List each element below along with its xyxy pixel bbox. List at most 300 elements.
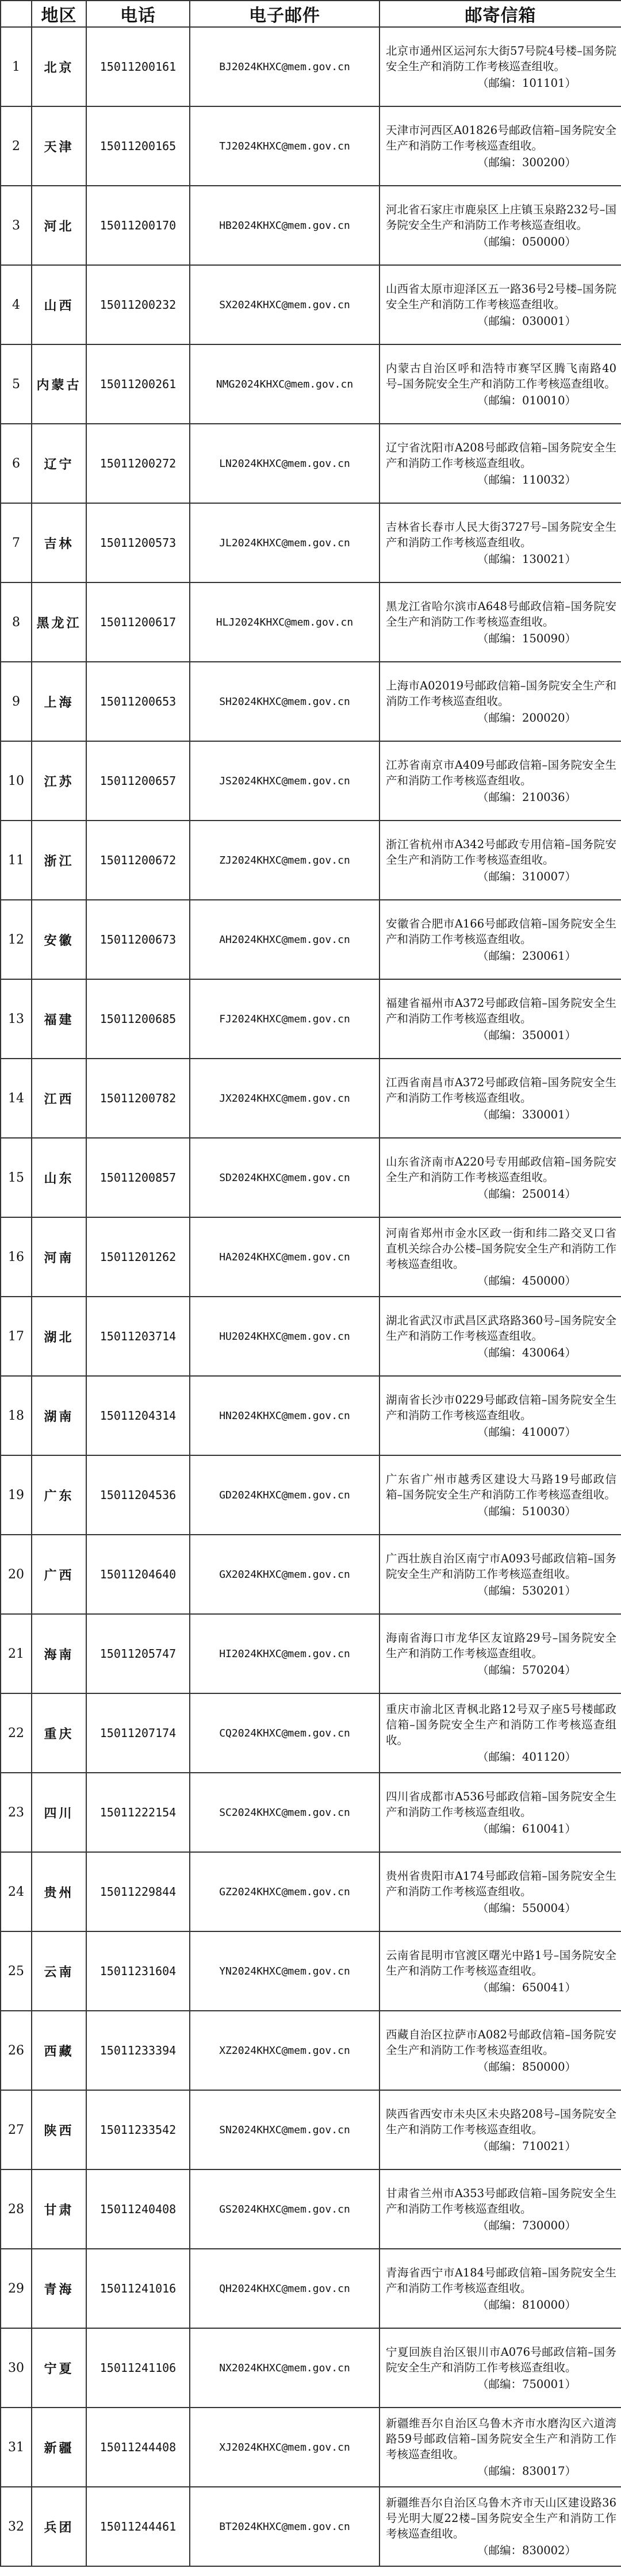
region-name: 山西 [32,265,86,344]
mailing-address [379,1931,621,2011]
region-name: 江西 [32,1059,86,1138]
table-row [1,821,621,900]
region-name: 江苏 [32,741,86,821]
email-address[interactable]: XJ2024KHXC@mem.gov.cn [190,2408,379,2487]
address-text: 天津市河西区A01826号邮政信箱–国务院安全生产和消防工作考核巡查组收。 [386,123,616,152]
email-address[interactable]: XZ2024KHXC@mem.gov.cn [190,2011,379,2090]
phone-number: 15011244461 [86,2487,190,2566]
postal-code-suffix: ） [565,473,576,486]
mailing-address [379,2169,621,2249]
address-text: 辽宁省沈阳市A208号邮政信箱–国务院安全生产和消防工作考核巡查组收。 [386,440,616,470]
postal-code-prefix: （邮编： [477,1584,523,1597]
postal-code [386,1028,616,1043]
table-row [1,344,621,424]
table-row [1,1535,621,1614]
postal-code-prefix: （邮编： [477,1822,523,1835]
table-row [1,265,621,344]
row-number: 4 [1,265,32,344]
header-address: 邮寄信箱 [379,1,621,27]
mailing-address [379,2328,621,2408]
table-row [1,2011,621,2090]
address-text: 安徽省合肥市A166号邮政信箱–国务院安全生产和消防工作考核巡查组收。 [386,917,616,946]
address-text: 吉林省长春市人民大街3727号–国务院安全生产和消防工作考核巡查组收。 [386,520,616,549]
email-address[interactable]: SN2024KHXC@mem.gov.cn [190,2090,379,2169]
postal-code [386,472,616,488]
postal-code-prefix: （邮编： [477,1504,523,1518]
postal-code-suffix: ） [565,631,576,645]
postal-code-value: 250014 [522,1187,565,1201]
postal-code-prefix: （邮编： [477,1425,523,1439]
mailing-address [379,1614,621,1693]
postal-code-value: 110032 [522,473,565,486]
email-address[interactable]: HI2024KHXC@mem.gov.cn [190,1614,379,1693]
postal-code-prefix: （邮编： [477,2377,523,2391]
email-address[interactable]: BT2024KHXC@mem.gov.cn [190,2487,379,2566]
postal-code [386,2059,616,2075]
mailing-address [379,27,621,106]
postal-code-prefix: （邮编： [477,1028,523,1042]
postal-code-prefix: （邮编： [477,949,523,963]
postal-code [386,313,616,329]
postal-code-suffix: ） [565,2377,576,2391]
postal-code-value: 730000 [522,2218,565,2232]
phone-number: 15011200617 [86,582,190,662]
email-address[interactable]: GS2024KHXC@mem.gov.cn [190,2169,379,2249]
postal-code-prefix: （邮编： [477,2544,523,2557]
postal-code-prefix: （邮编： [477,1346,523,1359]
postal-code-suffix: ） [565,552,576,566]
postal-code-value: 300200 [522,155,565,169]
phone-number: 15011231604 [86,1931,190,2011]
phone-number: 15011233542 [86,2090,190,2169]
postal-code [386,234,616,250]
postal-code-value: 570204 [522,1663,565,1677]
phone-number: 15011207174 [86,1693,190,1773]
postal-code [386,2138,616,2154]
table-row [1,27,621,106]
mailing-address [379,344,621,424]
region-name: 广东 [32,1455,86,1535]
postal-code-prefix: （邮编： [477,1663,523,1677]
address-text: 贵州省贵阳市A174号邮政信箱–国务院安全生产和消防工作考核巡查组收。 [386,1869,616,1898]
email-address[interactable]: GX2024KHXC@mem.gov.cn [190,1535,379,1614]
postal-code-suffix: ） [565,1750,576,1764]
postal-code-value: 030001 [522,314,565,328]
row-number: 31 [1,2408,32,2487]
region-name: 浙江 [32,821,86,900]
email-address[interactable]: ZJ2024KHXC@mem.gov.cn [190,821,379,900]
postal-code-value: 130021 [522,552,565,566]
postal-code-prefix: （邮编： [477,314,523,328]
postal-code [386,948,616,964]
postal-code-prefix: （邮编： [477,1901,523,1915]
row-number: 1 [1,27,32,106]
address-text: 湖南省长沙市0229号邮政信箱–国务院安全生产和消防工作考核巡查组收。 [386,1393,616,1422]
email-address[interactable]: LN2024KHXC@mem.gov.cn [190,424,379,503]
postal-code [386,1900,616,1916]
email-address[interactable]: SC2024KHXC@mem.gov.cn [190,1773,379,1852]
postal-code [386,1186,616,1202]
mailing-address [379,1773,621,1852]
postal-code-prefix: （邮编： [477,235,523,248]
address-text: 广东省广州市越秀区建设大马路19号邮政信箱–国务院安全生产和消防工作考核巡查组收。 [386,1472,616,1501]
mailing-address [379,1852,621,1931]
row-number: 11 [1,821,32,900]
mailing-address [379,1217,621,1297]
header-region: 地区 [32,1,86,27]
region-name: 河南 [32,1217,86,1297]
postal-code [386,1273,616,1289]
row-number: 13 [1,979,32,1059]
postal-code-suffix: ） [565,1663,576,1677]
row-number: 27 [1,2090,32,2169]
postal-code-suffix: ） [565,1425,576,1439]
table-row [1,2487,621,2566]
postal-code-value: 350001 [522,1028,565,1042]
postal-code-suffix: ） [565,393,576,407]
phone-number: 15011205747 [86,1614,190,1693]
phone-number: 15011200165 [86,106,190,186]
email-address[interactable]: SX2024KHXC@mem.gov.cn [190,265,379,344]
postal-code-suffix: ） [565,949,576,963]
email-address[interactable]: JX2024KHXC@mem.gov.cn [190,1059,379,1138]
phone-number: 15011222154 [86,1773,190,1852]
header-phone: 电话 [86,1,190,27]
region-name: 黑龙江 [32,582,86,662]
postal-code [386,789,616,805]
mailing-address [379,106,621,186]
postal-code-suffix: ） [565,1822,576,1835]
postal-code-suffix: ） [565,1980,576,1994]
mailing-address [379,2249,621,2328]
postal-code-value: 750001 [522,2377,565,2391]
row-number: 15 [1,1138,32,1217]
mailing-address [379,503,621,582]
postal-code-suffix: ） [565,155,576,169]
postal-code-prefix: （邮编： [477,631,523,645]
address-text: 山西省太原市迎泽区五一路36号2号楼–国务院安全生产和消防工作考核巡查组收。 [386,282,616,311]
row-number: 9 [1,662,32,741]
row-number: 28 [1,2169,32,2249]
table-row [1,1693,621,1773]
postal-code-value: 830017 [522,2464,565,2478]
postal-code-suffix: ） [565,2464,576,2478]
email-address[interactable]: SH2024KHXC@mem.gov.cn [190,662,379,741]
postal-code-suffix: ） [565,1028,576,1042]
row-number: 8 [1,582,32,662]
email-address[interactable]: NX2024KHXC@mem.gov.cn [190,2328,379,2408]
postal-code-prefix: （邮编： [477,1187,523,1201]
postal-code-value: 450000 [522,1274,565,1287]
row-number: 22 [1,1693,32,1773]
postal-code-value: 510030 [522,1504,565,1518]
postal-code [386,1107,616,1122]
table-row [1,1455,621,1535]
address-text: 江苏省南京市A409号邮政信箱–国务院安全生产和消防工作考核巡查组收。 [386,758,616,787]
mailing-address [379,424,621,503]
address-text: 浙江省杭州市A342号邮政专用信箱–国务院安全生产和消防工作考核巡查组收。 [386,837,616,867]
email-address[interactable]: NMG2024KHXC@mem.gov.cn [190,344,379,424]
table-row [1,2408,621,2487]
row-number: 2 [1,106,32,186]
phone-number: 15011204536 [86,1455,190,1535]
postal-code-suffix: ） [565,1107,576,1121]
address-text: 四川省成都市A536号邮政信箱–国务院安全生产和消防工作考核巡查组收。 [386,1789,616,1819]
region-name: 安徽 [32,900,86,979]
table-row [1,424,621,503]
postal-code [386,631,616,646]
row-number: 25 [1,1931,32,2011]
table-row [1,1931,621,2011]
phone-number: 15011200232 [86,265,190,344]
row-number: 24 [1,1852,32,1931]
table-row [1,1297,621,1376]
row-number: 23 [1,1773,32,1852]
row-number: 17 [1,1297,32,1376]
postal-code-value: 401120 [522,1750,565,1764]
postal-code-prefix: （邮编： [477,552,523,566]
mailing-address [379,1535,621,1614]
row-number: 20 [1,1535,32,1614]
table-row [1,741,621,821]
mailing-address [379,1693,621,1773]
phone-number: 15011244408 [86,2408,190,2487]
postal-code-prefix: （邮编： [477,1980,523,1994]
postal-code-value: 830002 [522,2544,565,2557]
postal-code-value: 010010 [522,393,565,407]
postal-code [386,393,616,408]
table-row [1,1059,621,1138]
address-text: 海南省海口市龙华区友谊路29号–国务院安全生产和消防工作考核巡查组收。 [386,1631,616,1660]
mailing-address [379,2408,621,2487]
email-address[interactable]: JS2024KHXC@mem.gov.cn [190,741,379,821]
postal-code-prefix: （邮编： [477,473,523,486]
region-name: 海南 [32,1614,86,1693]
email-address[interactable]: HU2024KHXC@mem.gov.cn [190,1297,379,1376]
phone-number: 15011200657 [86,741,190,821]
phone-number: 15011200782 [86,1059,190,1138]
postal-code-value: 710021 [522,2139,565,2153]
header-row [1,1,621,27]
postal-code-prefix: （邮编： [477,711,523,724]
postal-code [386,2463,616,2479]
region-name: 陕西 [32,2090,86,2169]
address-text: 重庆市渝北区青枫北路12号双子座5号楼邮政信箱–国务院安全生产和消防工作考核巡查组收。 [386,1703,616,1747]
postal-code-value: 050000 [522,235,565,248]
address-text: 河南省郑州市金水区政一街和纬二路交叉口省直机关综合办公楼–国务院安全生产和消防工作考核巡查组收。 [386,1226,616,1271]
phone-number: 15011200261 [86,344,190,424]
row-number: 19 [1,1455,32,1535]
table-row [1,106,621,186]
address-text: 宁夏回族自治区银川市A076号邮政信箱–国务院安全生产和消防工作考核巡查组收。 [386,2345,616,2374]
phone-number: 15011200272 [86,424,190,503]
table-row [1,979,621,1059]
email-address[interactable]: HA2024KHXC@mem.gov.cn [190,1217,379,1297]
table-row [1,186,621,265]
postal-code [386,1749,616,1765]
phone-number: 15011204640 [86,1535,190,1614]
postal-code-prefix: （邮编： [477,1274,523,1287]
region-name: 贵州 [32,1852,86,1931]
email-address[interactable]: JL2024KHXC@mem.gov.cn [190,503,379,582]
postal-code-suffix: ） [565,1901,576,1915]
row-number: 7 [1,503,32,582]
postal-code-suffix: ） [565,235,576,248]
postal-code-value: 230061 [522,949,565,963]
mailing-address [379,900,621,979]
postal-code-suffix: ） [565,76,576,90]
phone-number: 15011203714 [86,1297,190,1376]
postal-code-value: 650041 [522,1980,565,1994]
postal-code [386,2543,616,2558]
email-address[interactable]: YN2024KHXC@mem.gov.cn [190,1931,379,2011]
table-row [1,2169,621,2249]
row-number: 14 [1,1059,32,1138]
mailing-address [379,821,621,900]
postal-code-suffix: ） [565,1504,576,1518]
address-text: 湖北省武汉市武昌区武珞路360号–国务院安全生产和消防工作考核巡查组收。 [386,1313,616,1343]
email-address[interactable]: HLJ2024KHXC@mem.gov.cn [190,582,379,662]
row-number: 29 [1,2249,32,2328]
table-row [1,662,621,741]
mailing-address [379,662,621,741]
table-row [1,1217,621,1297]
postal-code-suffix: ） [565,314,576,328]
email-address[interactable]: SD2024KHXC@mem.gov.cn [190,1138,379,1217]
postal-code-suffix: ） [565,790,576,804]
email-address[interactable]: TJ2024KHXC@mem.gov.cn [190,106,379,186]
phone-number: 15011233394 [86,2011,190,2090]
postal-code-suffix: ） [565,2544,576,2557]
postal-code-prefix: （邮编： [477,2060,523,2073]
email-address[interactable]: BJ2024KHXC@mem.gov.cn [190,27,379,106]
postal-code-value: 330001 [522,1107,565,1121]
email-address[interactable]: QH2024KHXC@mem.gov.cn [190,2249,379,2328]
postal-code-prefix: （邮编： [477,155,523,169]
address-text: 福建省福州市A372号邮政信箱–国务院安全生产和消防工作考核巡查组收。 [386,996,616,1025]
postal-code-prefix: （邮编： [477,2218,523,2232]
phone-number: 15011200653 [86,662,190,741]
phone-number: 15011200161 [86,27,190,106]
table-row [1,1376,621,1455]
mailing-address [379,741,621,821]
region-name: 青海 [32,2249,86,2328]
region-name: 广西 [32,1535,86,1614]
address-text: 陕西省西安市未央区未央路208号–国务院安全生产和消防工作考核巡查组收。 [386,2107,616,2136]
region-name: 北京 [32,27,86,106]
postal-code [386,75,616,91]
postal-code-suffix: ） [565,1187,576,1201]
phone-number: 15011241016 [86,2249,190,2328]
row-number: 21 [1,1614,32,1693]
phone-number: 15011200170 [86,186,190,265]
email-address[interactable]: GD2024KHXC@mem.gov.cn [190,1455,379,1535]
row-number: 30 [1,2328,32,2408]
postal-code-prefix: （邮编： [477,393,523,407]
postal-code-prefix: （邮编： [477,1750,523,1764]
phone-number: 15011201262 [86,1217,190,1297]
table-row [1,1852,621,1931]
row-number: 18 [1,1376,32,1455]
address-text: 新疆维吾尔自治区乌鲁木齐市天山区建设路36号光明大厦22楼–国务院安全生产和消防工作考核巡查组收。 [386,2496,616,2540]
region-name: 上海 [32,662,86,741]
region-name: 宁夏 [32,2328,86,2408]
region-name: 重庆 [32,1693,86,1773]
row-number: 6 [1,424,32,503]
postal-code-value: 210036 [522,790,565,804]
table-row [1,2090,621,2169]
postal-code-value: 430064 [522,1346,565,1359]
table-body [1,27,621,2566]
phone-number: 15011200672 [86,821,190,900]
mailing-address [379,1059,621,1138]
postal-code-suffix: ） [565,1274,576,1287]
postal-code-prefix: （邮编： [477,2464,523,2478]
mailing-address [379,265,621,344]
phone-number: 15011229844 [86,1852,190,1931]
region-name: 湖北 [32,1297,86,1376]
address-text: 新疆维吾尔自治区乌鲁木齐市水磨沟区六道湾路59号邮政信箱–国务院安全生产和消防工作考核巡查组收。 [386,2417,616,2461]
postal-code [386,1662,616,1678]
address-text: 河北省石家庄市鹿泉区上庄镇玉泉路232号–国务院安全生产和消防工作考核巡查组收。 [386,202,616,232]
row-number: 12 [1,900,32,979]
email-address[interactable]: HN2024KHXC@mem.gov.cn [190,1376,379,1455]
email-address[interactable]: GZ2024KHXC@mem.gov.cn [190,1852,379,1931]
header-index [1,1,32,27]
phone-number: 15011200573 [86,503,190,582]
postal-code [386,2218,616,2233]
address-text: 黑龙江省哈尔滨市A648号邮政信箱–国务院安全生产和消防工作考核巡查组收。 [386,599,616,628]
postal-code-prefix: （邮编： [477,1107,523,1121]
address-text: 北京市通州区运河东大街57号院4号楼–国务院安全生产和消防工作考核巡查组收。 [386,44,616,73]
address-text: 云南省昆明市官渡区曙光中路1号–国务院安全生产和消防工作考核巡查组收。 [386,1948,616,1977]
postal-code-prefix: （邮编： [477,2298,523,2312]
postal-code [386,869,616,884]
email-address[interactable]: AH2024KHXC@mem.gov.cn [190,900,379,979]
postal-code [386,1821,616,1837]
postal-code-value: 810000 [522,2298,565,2312]
region-name: 辽宁 [32,424,86,503]
postal-code [386,2297,616,2313]
postal-code-prefix: （邮编： [477,790,523,804]
row-number: 10 [1,741,32,821]
postal-code [386,1424,616,1440]
postal-code [386,1504,616,1519]
postal-code-value: 101101 [522,76,565,90]
postal-code [386,1583,616,1598]
email-address[interactable]: FJ2024KHXC@mem.gov.cn [190,979,379,1059]
mailing-address [379,2090,621,2169]
address-text: 上海市A02019号邮政信箱–国务院安全生产和消防工作考核巡查组收。 [386,678,616,708]
table-row [1,582,621,662]
region-name: 四川 [32,1773,86,1852]
table-row [1,1138,621,1217]
postal-code-suffix: ） [565,869,576,883]
table-row [1,1614,621,1693]
region-name: 吉林 [32,503,86,582]
row-number: 32 [1,2487,32,2566]
address-text: 内蒙古自治区呼和浩特市赛罕区腾飞南路40号–国务院安全生产和消防工作考核巡查组收。 [386,361,616,390]
table-row [1,900,621,979]
email-address[interactable]: HB2024KHXC@mem.gov.cn [190,186,379,265]
region-name: 湖南 [32,1376,86,1455]
mailing-address [379,1138,621,1217]
address-text: 山东省济南市A220号专用邮政信箱–国务院安全生产和消防工作考核巡查组收。 [386,1155,616,1184]
mailing-address [379,2011,621,2090]
mailing-address [379,582,621,662]
email-address[interactable]: CQ2024KHXC@mem.gov.cn [190,1693,379,1773]
postal-code [386,1345,616,1360]
